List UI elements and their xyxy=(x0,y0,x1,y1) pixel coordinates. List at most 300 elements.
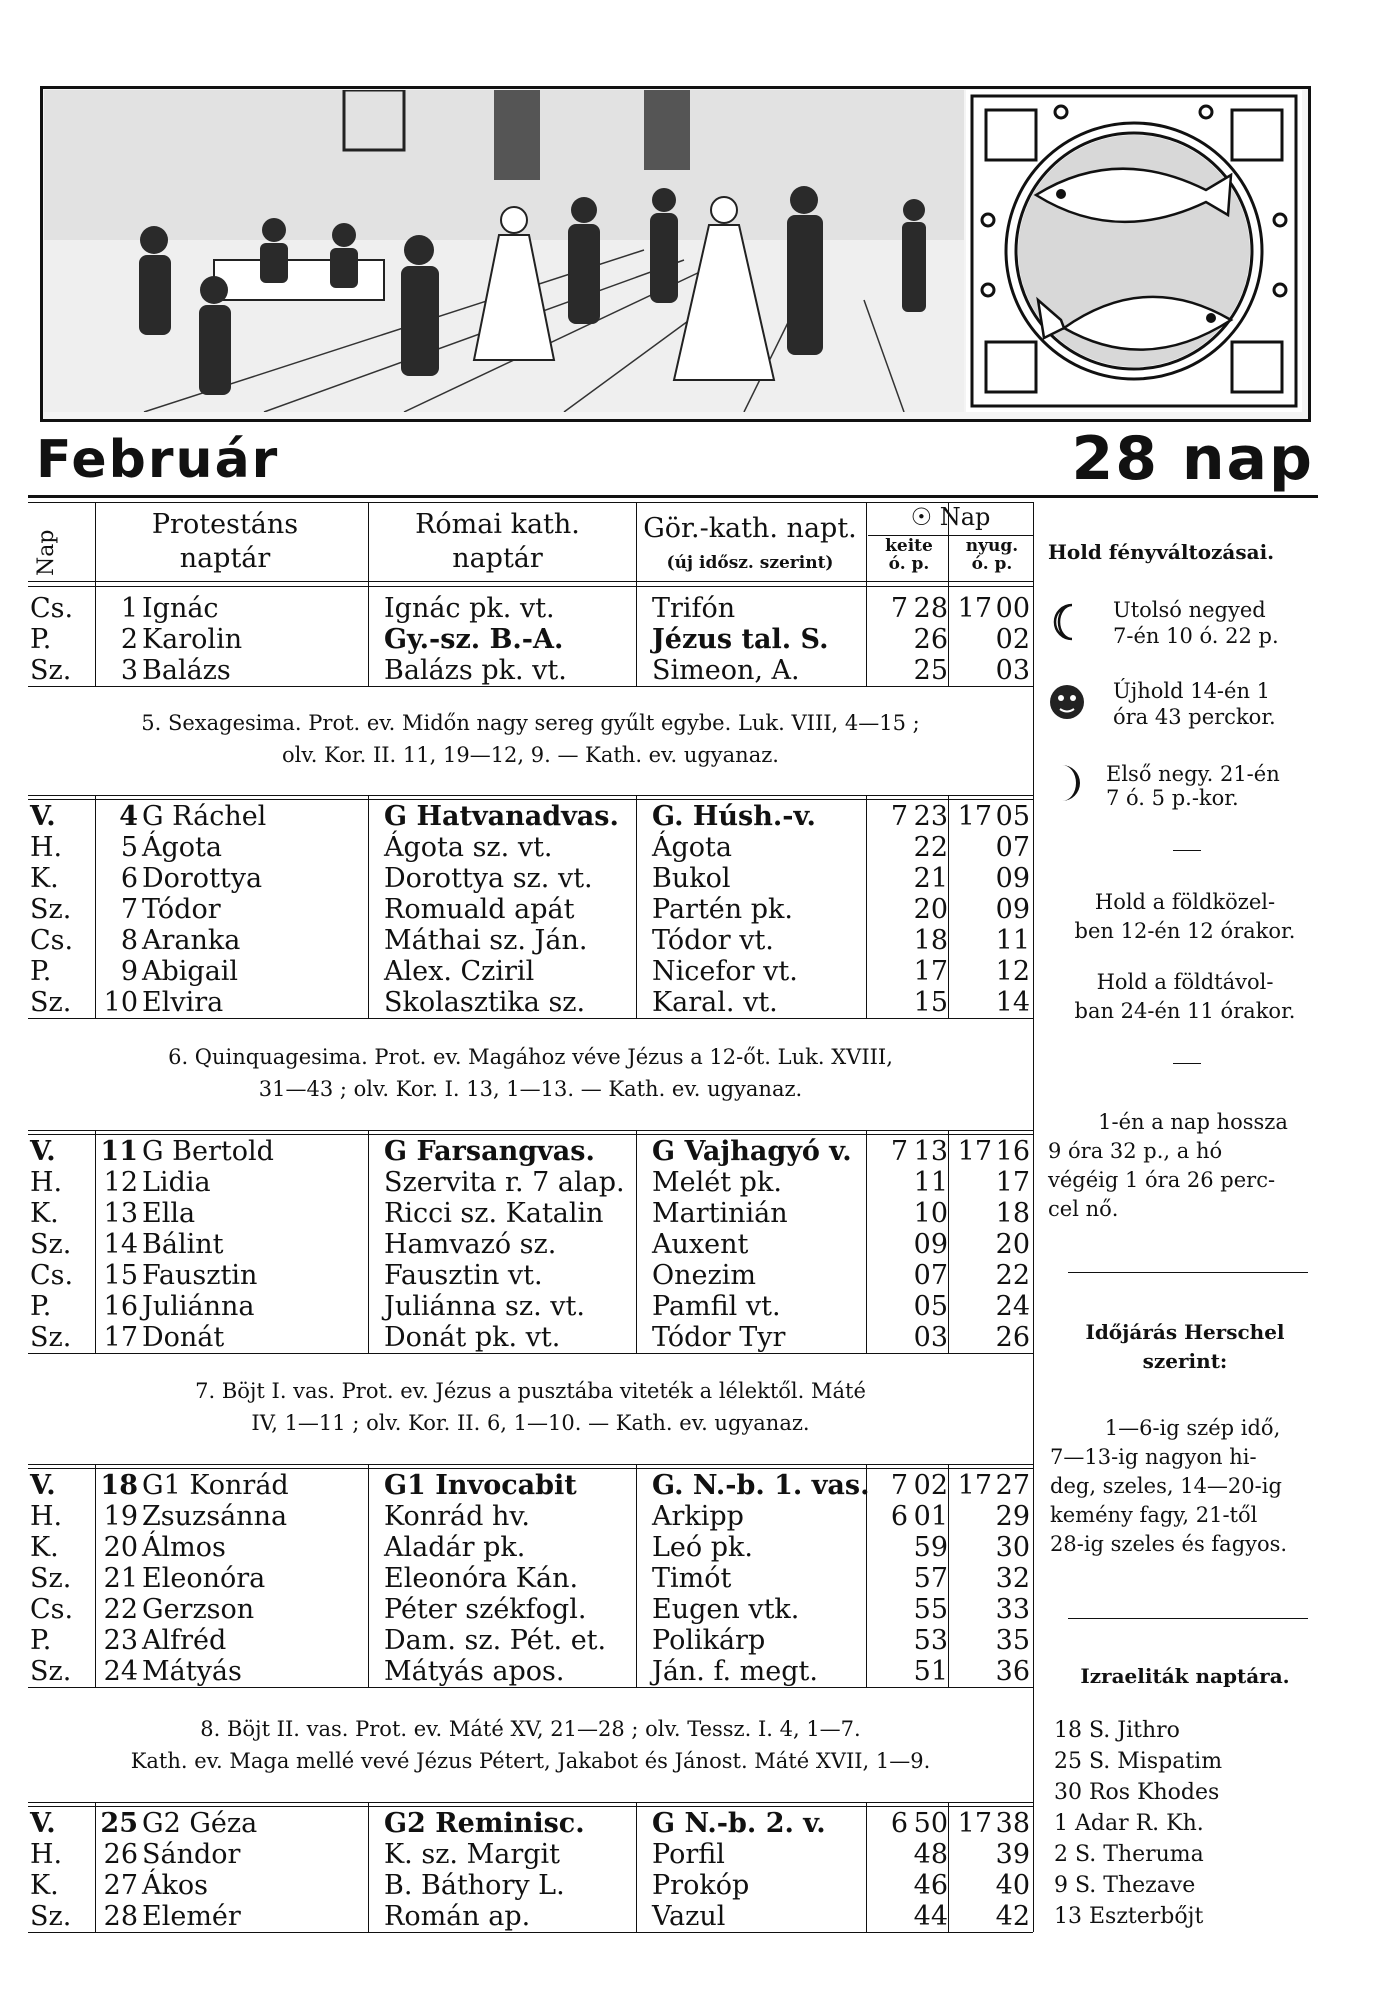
cell-rh: 7 xyxy=(890,1470,908,1501)
cell-wd: V. xyxy=(30,1470,56,1501)
table-row xyxy=(0,1136,1035,1167)
cell-num: 1 xyxy=(120,593,138,624)
cell-gor: G Vajhagyó v. xyxy=(652,1136,852,1167)
cell-num: 20 xyxy=(103,1532,138,1563)
jewish-item: 25 S. Mispatim xyxy=(1054,1749,1223,1774)
cell-wd: Sz. xyxy=(30,894,72,925)
cell-rm: 50 xyxy=(913,1808,948,1839)
cell-wd: V. xyxy=(30,1808,56,1839)
cell-prot: Fausztin xyxy=(142,1260,258,1291)
col-header-nyug-line1: nyug. xyxy=(965,536,1019,556)
col-header-gor-line2: (új idősz. szerint) xyxy=(666,553,834,573)
sermon-note-line: olv. Kor. II. 11, 19—12, 9. — Kath. ev. ugyanaz. xyxy=(282,743,779,767)
col-header-nyug-line2: ó. p. xyxy=(971,554,1013,574)
cell-rom: Gy.-sz. B.-A. xyxy=(384,624,564,655)
cell-num: 27 xyxy=(103,1870,138,1901)
table-row xyxy=(0,1901,1035,1932)
cell-wd: Sz. xyxy=(30,987,72,1018)
weather-list xyxy=(1050,1414,1335,1559)
cell-prot: Bálint xyxy=(142,1229,224,1260)
table-row xyxy=(0,1198,1035,1229)
table-row xyxy=(0,956,1035,987)
cell-sh: 17 xyxy=(957,593,992,624)
cell-num: 4 xyxy=(119,801,138,832)
cell-num: 15 xyxy=(103,1260,138,1291)
table-row xyxy=(0,832,1035,863)
cell-gor: Pamfil vt. xyxy=(652,1291,781,1322)
cell-gor: Trifón xyxy=(652,593,736,624)
cell-num: 11 xyxy=(100,1136,138,1167)
cell-gor: Auxent xyxy=(652,1229,749,1260)
header-bottom-rule xyxy=(28,581,1033,582)
cell-rom: Hamvazó sz. xyxy=(384,1229,557,1260)
cell-num: 2 xyxy=(120,624,138,655)
apogee-line1: Hold a földtávol- xyxy=(1096,970,1274,994)
cell-sm: 33 xyxy=(995,1594,1030,1625)
cell-num: 5 xyxy=(120,832,138,863)
cell-prot: Eleonóra xyxy=(142,1563,266,1594)
cell-sm: 05 xyxy=(995,801,1030,832)
cell-num: 23 xyxy=(103,1625,138,1656)
table-row xyxy=(0,1470,1035,1501)
cell-gor: G N.-b. 2. v. xyxy=(652,1808,826,1839)
cell-num: 7 xyxy=(120,894,138,925)
cell-rm: 55 xyxy=(913,1594,948,1625)
week-top-rule xyxy=(28,1802,1033,1803)
cell-gor: G. N.-b. 1. vas. xyxy=(652,1470,870,1501)
week-top-rule-2 xyxy=(28,1134,1033,1135)
sermon-note-line: 5. Sexagesima. Prot. ev. Midőn nagy sereg gyűlt egybe. Luk. VIII, 4—15 ; xyxy=(141,711,920,735)
cell-prot: Álmos xyxy=(142,1532,226,1563)
cell-gor: G. Húsh.-v. xyxy=(652,801,816,832)
cell-rom: Dorottya sz. vt. xyxy=(384,863,593,894)
cell-sm: 09 xyxy=(995,863,1030,894)
cell-rm: 25 xyxy=(913,655,948,686)
col-header-prot-line1: Protestáns xyxy=(151,509,299,540)
sermon-note-line: 8. Böjt II. vas. Prot. ev. Máté XV, 21—28 ; olv. Tessz. I. 4, 1—7. xyxy=(200,1717,861,1741)
cell-gor: Timót xyxy=(652,1563,732,1594)
cell-gor: Bukol xyxy=(652,863,731,894)
days-count: 28 nap xyxy=(1071,424,1314,494)
cell-rom: Szervita r. 7 alap. xyxy=(384,1167,625,1198)
cell-prot: Sándor xyxy=(142,1839,241,1870)
table-row xyxy=(0,1808,1035,1839)
table-row xyxy=(0,801,1035,832)
cell-prot: Gerzson xyxy=(142,1594,255,1625)
table-row xyxy=(0,894,1035,925)
cell-sm: 39 xyxy=(995,1839,1030,1870)
cell-sm: 26 xyxy=(995,1322,1030,1353)
cell-prot: Donát xyxy=(142,1322,225,1353)
cell-wd: Cs. xyxy=(30,593,74,624)
weather-title xyxy=(1040,1318,1330,1376)
cell-prot: Balázs xyxy=(142,655,231,686)
table-row xyxy=(0,925,1035,956)
cell-rm: 09 xyxy=(913,1229,948,1260)
cell-rom: Konrád hv. xyxy=(384,1501,530,1532)
cell-rm: 20 xyxy=(913,894,948,925)
sermon-note-line: Kath. ev. Maga mellé vevé Jézus Pétert, Jakabot és Jánost. Máté XVII, 1—9. xyxy=(130,1749,931,1773)
cell-sh: 17 xyxy=(957,1808,992,1839)
cell-rom: Juliánna sz. vt. xyxy=(384,1291,585,1322)
cell-sm: 40 xyxy=(995,1870,1030,1901)
cell-rom: Aladár pk. xyxy=(384,1532,526,1563)
cell-sm: 09 xyxy=(995,894,1030,925)
cell-rom: Román ap. xyxy=(384,1901,531,1932)
perigee-line1: Hold a földközel- xyxy=(1094,890,1276,914)
table-row xyxy=(0,1260,1035,1291)
cell-sm: 36 xyxy=(995,1656,1030,1687)
col-header-nap: Nap xyxy=(34,529,59,576)
cell-prot: Elvira xyxy=(142,987,224,1018)
cell-gor: Melét pk. xyxy=(652,1167,782,1198)
cell-rm: 07 xyxy=(913,1260,948,1291)
cell-gor: Ágota xyxy=(652,832,732,863)
cell-gor: Vazul xyxy=(652,1901,726,1932)
cell-num: 22 xyxy=(103,1594,138,1625)
weather-line4: kemény fagy, 21-től xyxy=(1050,1503,1258,1527)
cell-num: 25 xyxy=(100,1808,138,1839)
cell-sm: 16 xyxy=(995,1136,1030,1167)
table-row xyxy=(0,863,1035,894)
cell-rm: 21 xyxy=(913,863,948,894)
daylength-note xyxy=(1048,1108,1338,1224)
cell-gor: Partén pk. xyxy=(652,894,793,925)
cell-num: 18 xyxy=(100,1470,138,1501)
new-moon-icon xyxy=(1048,683,1086,721)
cell-num: 14 xyxy=(103,1229,138,1260)
cell-num: 8 xyxy=(120,925,138,956)
cell-num: 16 xyxy=(103,1291,138,1322)
cell-prot: Aranka xyxy=(142,925,241,956)
cell-rom: Romuald apát xyxy=(384,894,575,925)
cell-rom: Fausztin vt. xyxy=(384,1260,543,1291)
cell-rom: Mátyás apos. xyxy=(384,1656,565,1687)
sidebar-rule-2 xyxy=(1068,1618,1308,1619)
cell-num: 24 xyxy=(103,1656,138,1687)
cell-prot: Tódor xyxy=(142,894,221,925)
cell-gor: Porfil xyxy=(652,1839,725,1870)
cell-sm: 17 xyxy=(995,1167,1030,1198)
cell-sh: 17 xyxy=(957,1136,992,1167)
phase-last-quarter-line2: 7-én 10 ó. 22 p. xyxy=(1113,624,1279,648)
cell-wd: Cs. xyxy=(30,1260,74,1291)
month-title: Február xyxy=(36,430,280,490)
cell-gor: Eugen vtk. xyxy=(652,1594,800,1625)
cell-sm: 03 xyxy=(995,655,1030,686)
cell-prot: Mátyás xyxy=(142,1656,242,1687)
cell-num: 10 xyxy=(103,987,138,1018)
last-quarter-moon-icon xyxy=(1048,602,1084,642)
cell-sm: 12 xyxy=(995,956,1030,987)
phase-last-quarter-line1: Utolsó negyed xyxy=(1113,598,1266,622)
cell-wd: Sz. xyxy=(30,655,72,686)
table-row xyxy=(0,1229,1035,1260)
cell-wd: K. xyxy=(30,1198,59,1229)
phase-new-moon-line1: Újhold 14-én 1 xyxy=(1113,679,1271,703)
sermon-note-line: 31—43 ; olv. Kor. I. 13, 1—13. — Kath. ev. ugyanaz. xyxy=(258,1077,803,1101)
cell-wd: H. xyxy=(30,1167,63,1198)
cell-sh: 17 xyxy=(957,801,992,832)
cell-wd: Sz. xyxy=(30,1901,72,1932)
cell-sm: 30 xyxy=(995,1532,1030,1563)
cell-sm: 27 xyxy=(995,1470,1030,1501)
cell-rm: 59 xyxy=(913,1532,948,1563)
week-bottom-rule xyxy=(28,686,1033,687)
cell-wd: P. xyxy=(30,956,52,987)
cell-prot: Elemér xyxy=(142,1901,241,1932)
sidebar-rule-1 xyxy=(1068,1272,1308,1273)
col-header-sun xyxy=(868,500,1033,534)
cell-wd: Cs. xyxy=(30,925,74,956)
cell-prot: G2 Géza xyxy=(142,1808,258,1839)
cell-num: 26 xyxy=(103,1839,138,1870)
col-header-gor-line1: Gör.-kath. napt. xyxy=(643,513,857,544)
cell-prot: Alfréd xyxy=(142,1625,227,1656)
perigee-note xyxy=(1040,888,1330,946)
weather-line5: 28-ig szeles és fagyos. xyxy=(1050,1532,1288,1556)
weather-title-line1: Időjárás Herschel xyxy=(1085,1320,1285,1344)
cell-rom: B. Báthory L. xyxy=(384,1870,565,1901)
jewish-item: 13 Eszterbőjt xyxy=(1054,1904,1204,1929)
weather-line1: 1—6-ig szép idő, xyxy=(1104,1416,1281,1440)
cell-gor: Polikárp xyxy=(652,1625,766,1656)
cell-gor: Simeon, A. xyxy=(652,655,800,686)
cell-rom: Eleonóra Kán. xyxy=(384,1563,579,1594)
cell-sm: 35 xyxy=(995,1625,1030,1656)
col-header-gor xyxy=(634,512,866,580)
cell-rom: Ágota sz. vt. xyxy=(384,832,553,863)
cell-rh: 7 xyxy=(890,1136,908,1167)
phase-new-moon-line2: óra 43 perckor. xyxy=(1113,705,1276,729)
jewish-calendar-title: Izraeliták naptára. xyxy=(1080,1664,1290,1688)
cell-sm: 29 xyxy=(995,1501,1030,1532)
cell-sm: 11 xyxy=(995,925,1030,956)
table-row xyxy=(0,655,1035,686)
cell-sh: 17 xyxy=(957,1470,992,1501)
cell-rm: 18 xyxy=(913,925,948,956)
cell-sm: 18 xyxy=(995,1198,1030,1229)
col-header-nyug xyxy=(952,537,1032,573)
jewish-item: 1 Adar R. Kh. xyxy=(1054,1811,1204,1836)
cell-sm: 22 xyxy=(995,1260,1030,1291)
table-row xyxy=(0,1594,1035,1625)
table-row xyxy=(0,1291,1035,1322)
sermon-note-line: 6. Quinquagesima. Prot. ev. Magához véve Jézus a 12-őt. Luk. XVIII, xyxy=(168,1045,893,1069)
cell-rh: 6 xyxy=(890,1808,908,1839)
table-row xyxy=(0,1870,1035,1901)
sidebar-divider xyxy=(1033,502,1034,1932)
cell-prot: Juliánna xyxy=(142,1291,255,1322)
cell-prot: Ágota xyxy=(142,832,222,863)
cell-gor: Prokóp xyxy=(652,1870,750,1901)
weather-title-line2: szerint: xyxy=(1142,1349,1228,1373)
cell-prot: Zsuzsánna xyxy=(142,1501,288,1532)
cell-prot: Ella xyxy=(142,1198,196,1229)
cell-sm: 14 xyxy=(995,987,1030,1018)
cell-rm: 53 xyxy=(913,1625,948,1656)
moon-title: Hold fényváltozásai. xyxy=(1048,540,1275,564)
col-header-prot xyxy=(95,508,355,576)
week-top-rule-2 xyxy=(28,1806,1033,1807)
cell-num: 19 xyxy=(103,1501,138,1532)
cell-sm: 20 xyxy=(995,1229,1030,1260)
apogee-line2: ban 24-én 11 órakor. xyxy=(1074,999,1296,1023)
cell-rom: Skolasztika sz. xyxy=(384,987,586,1018)
cell-prot: G Bertold xyxy=(142,1136,274,1167)
cell-rm: 22 xyxy=(913,832,948,863)
week-bottom-rule xyxy=(28,1353,1033,1354)
sermon-note-line: IV, 1—11 ; olv. Kor. II. 6, 1—10. — Kath. ev. ugyanaz. xyxy=(251,1411,810,1435)
col-header-rom-line1: Római kath. xyxy=(415,509,580,540)
week-top-rule xyxy=(28,1464,1033,1465)
sidebar-dash-1 xyxy=(1173,850,1201,851)
cell-sm: 38 xyxy=(995,1808,1030,1839)
table-row xyxy=(0,1656,1035,1687)
cell-rh: 7 xyxy=(890,593,908,624)
table-row xyxy=(0,1532,1035,1563)
cell-rh: 6 xyxy=(890,1501,908,1532)
table-row xyxy=(0,1501,1035,1532)
cell-wd: K. xyxy=(30,1532,59,1563)
perigee-line2: ben 12-én 12 órakor. xyxy=(1074,919,1296,943)
col-header-sun-label: Nap xyxy=(939,503,991,531)
cell-rom: G Hatvanadvas. xyxy=(384,801,619,832)
cell-gor: Arkipp xyxy=(652,1501,744,1532)
cell-gor: Nicefor vt. xyxy=(652,956,798,987)
daylength-line3: végéig 1 óra 26 perc- xyxy=(1048,1168,1276,1192)
cell-rm: 10 xyxy=(913,1198,948,1229)
weather-line2: 7—13-ig nagyon hi- xyxy=(1050,1445,1257,1469)
cell-rh: 7 xyxy=(890,801,908,832)
cell-rm: 57 xyxy=(913,1563,948,1594)
cell-wd: Sz. xyxy=(30,1229,72,1260)
cell-sm: 42 xyxy=(995,1901,1030,1932)
cell-rom: Péter székfogl. xyxy=(384,1594,587,1625)
cell-gor: Ján. f. megt. xyxy=(652,1656,818,1687)
table-row xyxy=(0,1322,1035,1353)
cell-wd: V. xyxy=(30,1136,56,1167)
daylength-line2: 9 óra 32 p., a hó xyxy=(1048,1139,1223,1163)
col-header-keite-line2: ó. p. xyxy=(888,554,930,574)
sidebar-dash-2 xyxy=(1173,1063,1201,1064)
cell-rm: 15 xyxy=(913,987,948,1018)
cell-gor: Leó pk. xyxy=(652,1532,753,1563)
cell-num: 21 xyxy=(103,1563,138,1594)
cell-rm: 26 xyxy=(913,624,948,655)
cell-sm: 00 xyxy=(995,593,1030,624)
table-row xyxy=(0,624,1035,655)
table-row xyxy=(0,593,1035,624)
cell-rom: Ignác pk. vt. xyxy=(384,593,555,624)
cell-gor: Tódor vt. xyxy=(652,925,774,956)
cell-rom: G Farsangvas. xyxy=(384,1136,595,1167)
cell-rm: 44 xyxy=(913,1901,948,1932)
cell-rom: Balázs pk. vt. xyxy=(384,655,567,686)
phase-first-quarter-line1: Első negy. 21-én xyxy=(1106,762,1280,786)
table-row xyxy=(0,1839,1035,1870)
cell-num: 17 xyxy=(103,1322,138,1353)
cell-num: 28 xyxy=(103,1901,138,1932)
daylength-line1: 1-én a nap hossza xyxy=(1098,1110,1288,1134)
cell-rm: 23 xyxy=(913,801,948,832)
cell-rm: 17 xyxy=(913,956,948,987)
cell-wd: K. xyxy=(30,1870,59,1901)
week-bottom-rule xyxy=(28,1932,1033,1933)
col-header-rom-line2: naptár xyxy=(452,543,543,574)
apogee-note xyxy=(1040,968,1330,1026)
cell-wd: Cs. xyxy=(30,1594,74,1625)
cell-wd: K. xyxy=(30,863,59,894)
cell-prot: Dorottya xyxy=(142,863,263,894)
cell-sm: 32 xyxy=(995,1563,1030,1594)
cell-rm: 48 xyxy=(913,1839,948,1870)
cell-prot: G Ráchel xyxy=(142,801,267,832)
cell-gor: Karal. vt. xyxy=(652,987,778,1018)
cell-wd: H. xyxy=(30,832,63,863)
cell-gor: Martinián xyxy=(652,1198,788,1229)
weather-line3: deg, szeles, 14—20-ig xyxy=(1050,1474,1282,1498)
cell-wd: Sz. xyxy=(30,1563,72,1594)
jewish-calendar-list xyxy=(1054,1715,1324,1932)
cell-wd: H. xyxy=(30,1839,63,1870)
cell-num: 13 xyxy=(103,1198,138,1229)
cell-sm: 24 xyxy=(995,1291,1030,1322)
week-top-rule xyxy=(28,1130,1033,1131)
table-row xyxy=(0,1167,1035,1198)
cell-rm: 28 xyxy=(913,593,948,624)
cell-rm: 05 xyxy=(913,1291,948,1322)
cell-rom: Donát pk. vt. xyxy=(384,1322,561,1353)
cell-rom: G1 Invocabit xyxy=(384,1470,577,1501)
cell-wd: P. xyxy=(30,624,52,655)
cell-num: 3 xyxy=(120,655,138,686)
week-top-rule xyxy=(28,795,1033,796)
cell-wd: P. xyxy=(30,1291,52,1322)
cell-rm: 11 xyxy=(913,1167,948,1198)
col-header-keite xyxy=(870,537,948,573)
first-quarter-moon-icon xyxy=(1052,762,1092,804)
cell-rm: 51 xyxy=(913,1656,948,1687)
sun-icon: ☉ xyxy=(910,503,933,531)
jewish-item: 18 S. Jithro xyxy=(1054,1718,1180,1743)
header-bottom-rule-2 xyxy=(28,586,1033,587)
cell-gor: Onezim xyxy=(652,1260,756,1291)
cell-wd: H. xyxy=(30,1501,63,1532)
phase-first-quarter-line2: 7 ó. 5 p.-kor. xyxy=(1106,786,1239,810)
week-top-rule-2 xyxy=(28,799,1033,800)
cell-prot: Karolin xyxy=(142,624,243,655)
cell-gor: Tódor Tyr xyxy=(652,1322,786,1353)
cell-num: 12 xyxy=(103,1167,138,1198)
cell-rom: Máthai sz. Ján. xyxy=(384,925,588,956)
table-row xyxy=(0,1625,1035,1656)
cell-num: 9 xyxy=(120,956,138,987)
cell-sm: 02 xyxy=(995,624,1030,655)
jewish-item: 9 S. Thezave xyxy=(1054,1873,1196,1898)
table-row xyxy=(0,987,1035,1018)
cell-rom: K. sz. Margit xyxy=(384,1839,561,1870)
table-row xyxy=(0,1563,1035,1594)
col-header-rom xyxy=(365,508,630,576)
cell-prot: G1 Konrád xyxy=(142,1470,289,1501)
jewish-item: 30 Ros Khodes xyxy=(1054,1780,1220,1805)
cell-rm: 02 xyxy=(913,1470,948,1501)
cell-rom: Ricci sz. Katalin xyxy=(384,1198,604,1229)
cell-prot: Lidia xyxy=(142,1167,211,1198)
cell-rm: 03 xyxy=(913,1322,948,1353)
cell-rom: Dam. sz. Pét. et. xyxy=(384,1625,607,1656)
